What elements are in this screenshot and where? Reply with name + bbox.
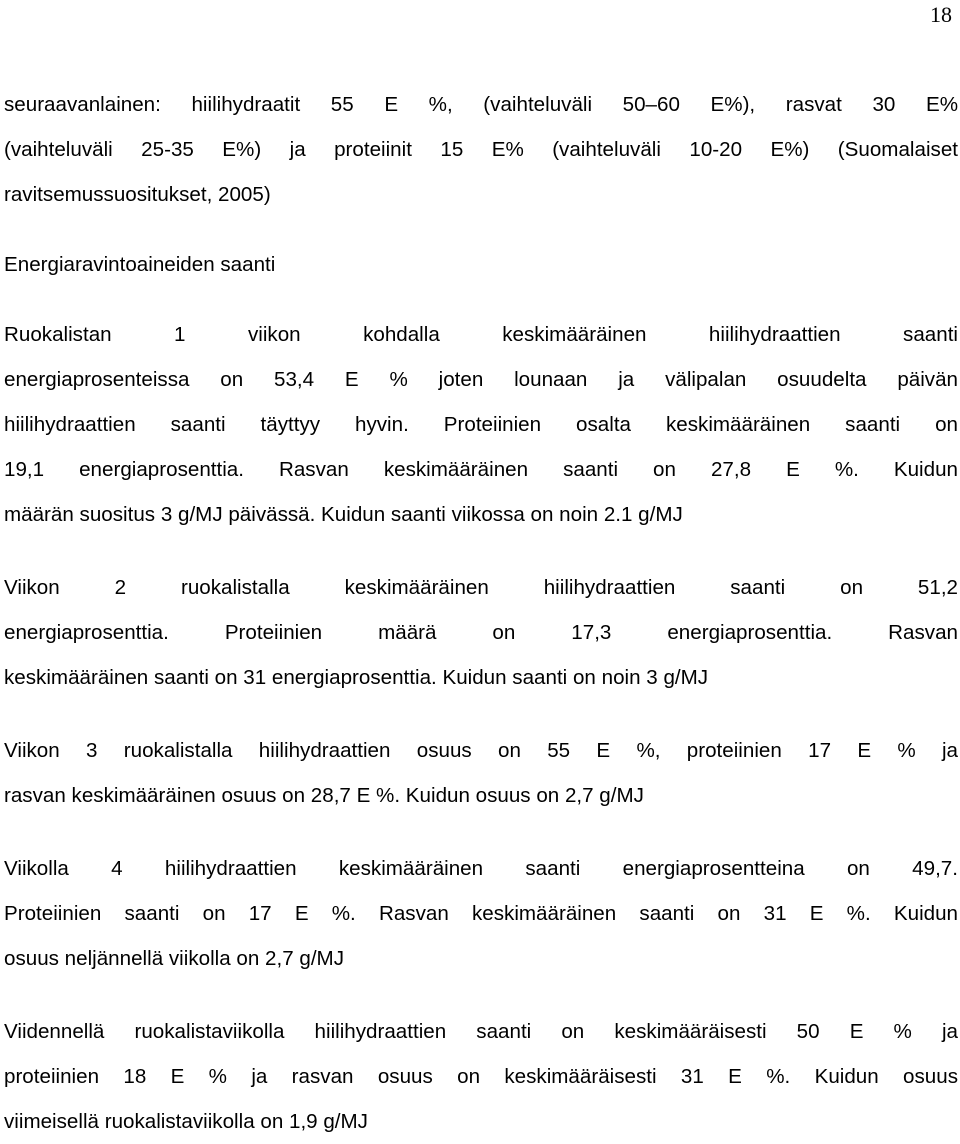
text-line: keskimääräinen saanti on 31 energiaprosenttia. Kuidun saanti on noin 3 g/MJ (4, 666, 709, 689)
text-line: proteiinien 18 E % ja rasvan osuus on keskimääräisesti 31 E %. Kuidun osuus (4, 1065, 958, 1088)
text-line: energiaprosenteissa on 53,4 E % joten lounaan ja välipalan osuudelta päivän (4, 368, 958, 391)
text-line: Ruokalistan 1 viikon kohdalla keskimääräinen hiilihydraattien saanti (4, 323, 958, 346)
text-line: hiilihydraattien saanti täyttyy hyvin. Proteiinien osalta keskimääräinen saanti on (4, 413, 958, 436)
paragraph-week-2 (4, 565, 958, 700)
section-heading (4, 242, 958, 287)
text-line: osuus neljännellä viikolla on 2,7 g/MJ (4, 947, 344, 970)
text-line: 19,1 energiaprosenttia. Rasvan keskimääräinen saanti on 27,8 E %. Kuidun (4, 458, 958, 481)
text-line: (vaihteluväli 25-35 E%) ja proteiinit 15 E% (vaihteluväli 10-20 E%) (Suomalaiset (4, 138, 958, 161)
heading-text: Energiaravintoaineiden saanti (4, 253, 276, 276)
text-line: määrän suositus 3 g/MJ päivässä. Kuidun saanti viikossa on noin 2.1 g/MJ (4, 503, 683, 526)
paragraph-week-4 (4, 846, 958, 981)
text-line: Viikon 2 ruokalistalla keskimääräinen hiilihydraattien saanti on 51,2 (4, 576, 958, 599)
text-line: Viikolla 4 hiilihydraattien keskimääräinen saanti energiaprosentteina on 49,7. (4, 857, 958, 880)
text-line: ravitsemussuositukset, 2005) (4, 183, 271, 206)
text-line: energiaprosenttia. Proteiinien määrä on 17,3 energiaprosenttia. Rasvan (4, 621, 958, 644)
text-line: rasvan keskimääräinen osuus on 28,7 E %. Kuidun osuus on 2,7 g/MJ (4, 784, 644, 807)
text-line: Proteiinien saanti on 17 E %. Rasvan keskimääräinen saanti on 31 E %. Kuidun (4, 902, 958, 925)
document-body (4, 82, 958, 1144)
paragraph-week-1 (4, 312, 958, 537)
text-line: seuraavanlainen: hiilihydraatit 55 E %, (vaihteluväli 50–60 E%), rasvat 30 E% (4, 93, 958, 116)
paragraph-recommendations (4, 82, 958, 217)
page-number: 18 (930, 2, 952, 27)
text-line: Viikon 3 ruokalistalla hiilihydraattien osuus on 55 E %, proteiinien 17 E % ja (4, 739, 958, 762)
paragraph-week-5 (4, 1009, 958, 1144)
paragraph-week-3 (4, 728, 958, 818)
text-line: Viidennellä ruokalistaviikolla hiilihydraattien saanti on keskimääräisesti 50 E % ja (4, 1020, 958, 1043)
text-line: viimeisellä ruokalistaviikolla on 1,9 g/MJ (4, 1110, 368, 1133)
